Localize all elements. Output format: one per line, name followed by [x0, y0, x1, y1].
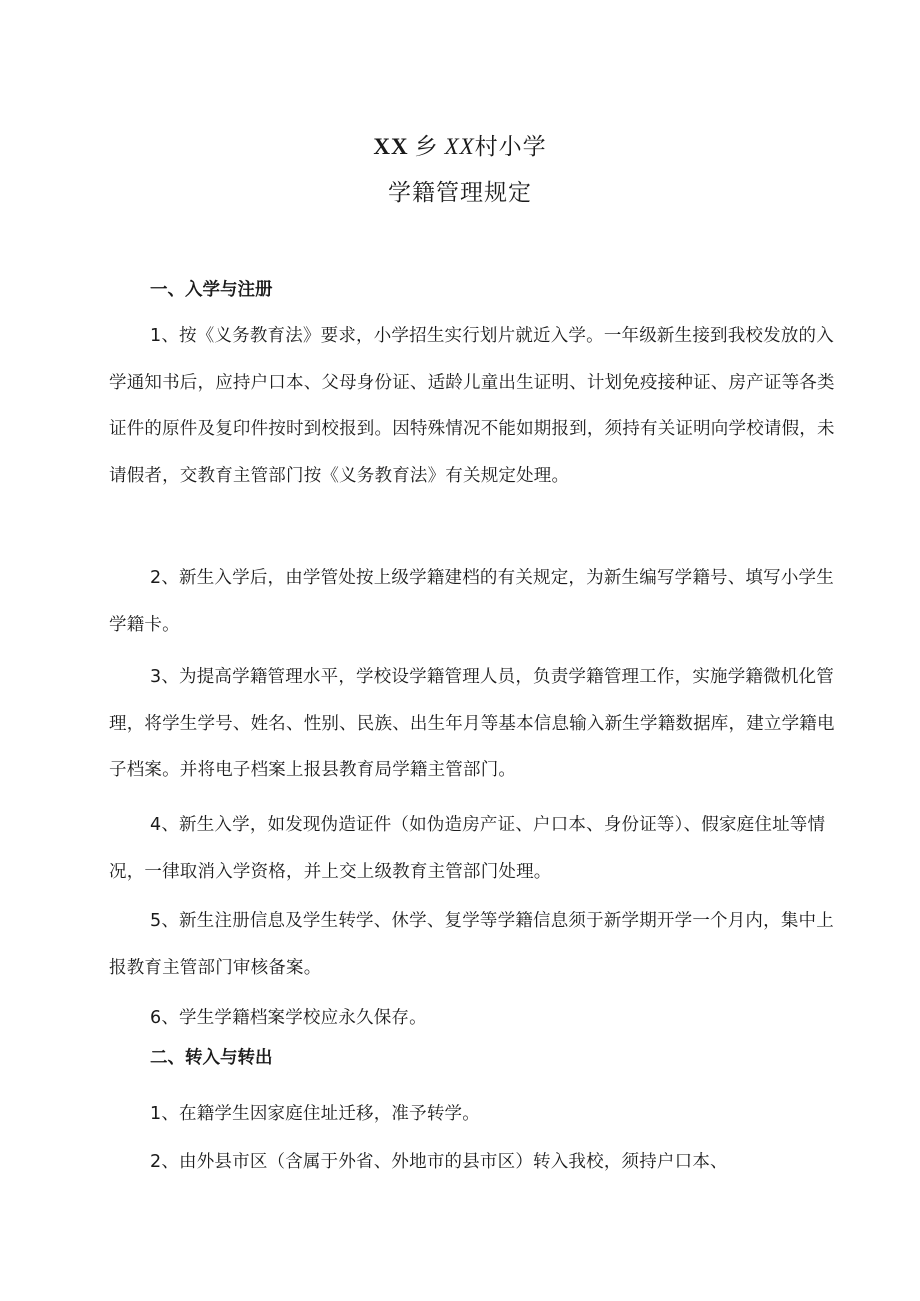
title-part-xx2: XX	[444, 134, 475, 159]
section2-heading: 二、转入与转出	[150, 1048, 273, 1068]
section1-item-2: 2、新生入学后，由学管处按上级学籍建档的有关规定，为新生编写学籍号、填写小学生学籍卡。	[109, 568, 834, 635]
section1-item-3: 3、为提高学籍管理水平，学校设学籍管理人员，负责学籍管理工作，实施学籍微机化管理，将学生学号、姓名、性别、民族、出生年月等基本信息输入新生学籍数据库，建立学籍电子档案。并将电子档案上报县教育局学籍主管部门。	[109, 667, 835, 780]
title-part-xiang: 乡	[414, 134, 439, 160]
section1-item-4: 4、新生入学，如发现伪造证件（如伪造房产证、户口本、身份证等）、假家庭住址等情况，一律取消入学资格，并上交上级教育主管部门处理。	[109, 815, 826, 882]
section2-item-2: 2、由外县市区（含属于外省、外地市的县市区）转入我校，须持户口本、	[150, 1152, 728, 1172]
document-title-line2: 学籍管理规定	[388, 180, 532, 206]
document-title-line1	[0, 128, 920, 161]
section1-item-1: 1、按《义务教育法》要求，小学招生实行划片就近入学。一年级新生接到我校发放的入学通知书后，应持户口本、父母身份证、适龄儿童出生证明、计划免疫接种证、房产证等各类证件的原件及复印件按时到校报到。因特殊情况不能如期报到，须持有关证明向学校请假，未请假者，交教育主管部门按《义务教育法》有关规定处理。	[109, 326, 835, 486]
title-part-xx1: XX	[373, 134, 409, 159]
section1-heading: 一、入学与注册	[150, 280, 273, 300]
section2-item-1: 1、在籍学生因家庭住址迁移，准予转学。	[150, 1104, 480, 1124]
section1-item-6: 6、学生学籍档案学校应永久保存。	[150, 1008, 427, 1028]
section1-item-5: 5、新生注册信息及学生转学、休学、复学等学籍信息须于新学期开学一个月内，集中上报教育主管部门审核备案。	[109, 911, 834, 978]
title-part-village-school: 村小学	[474, 134, 547, 160]
